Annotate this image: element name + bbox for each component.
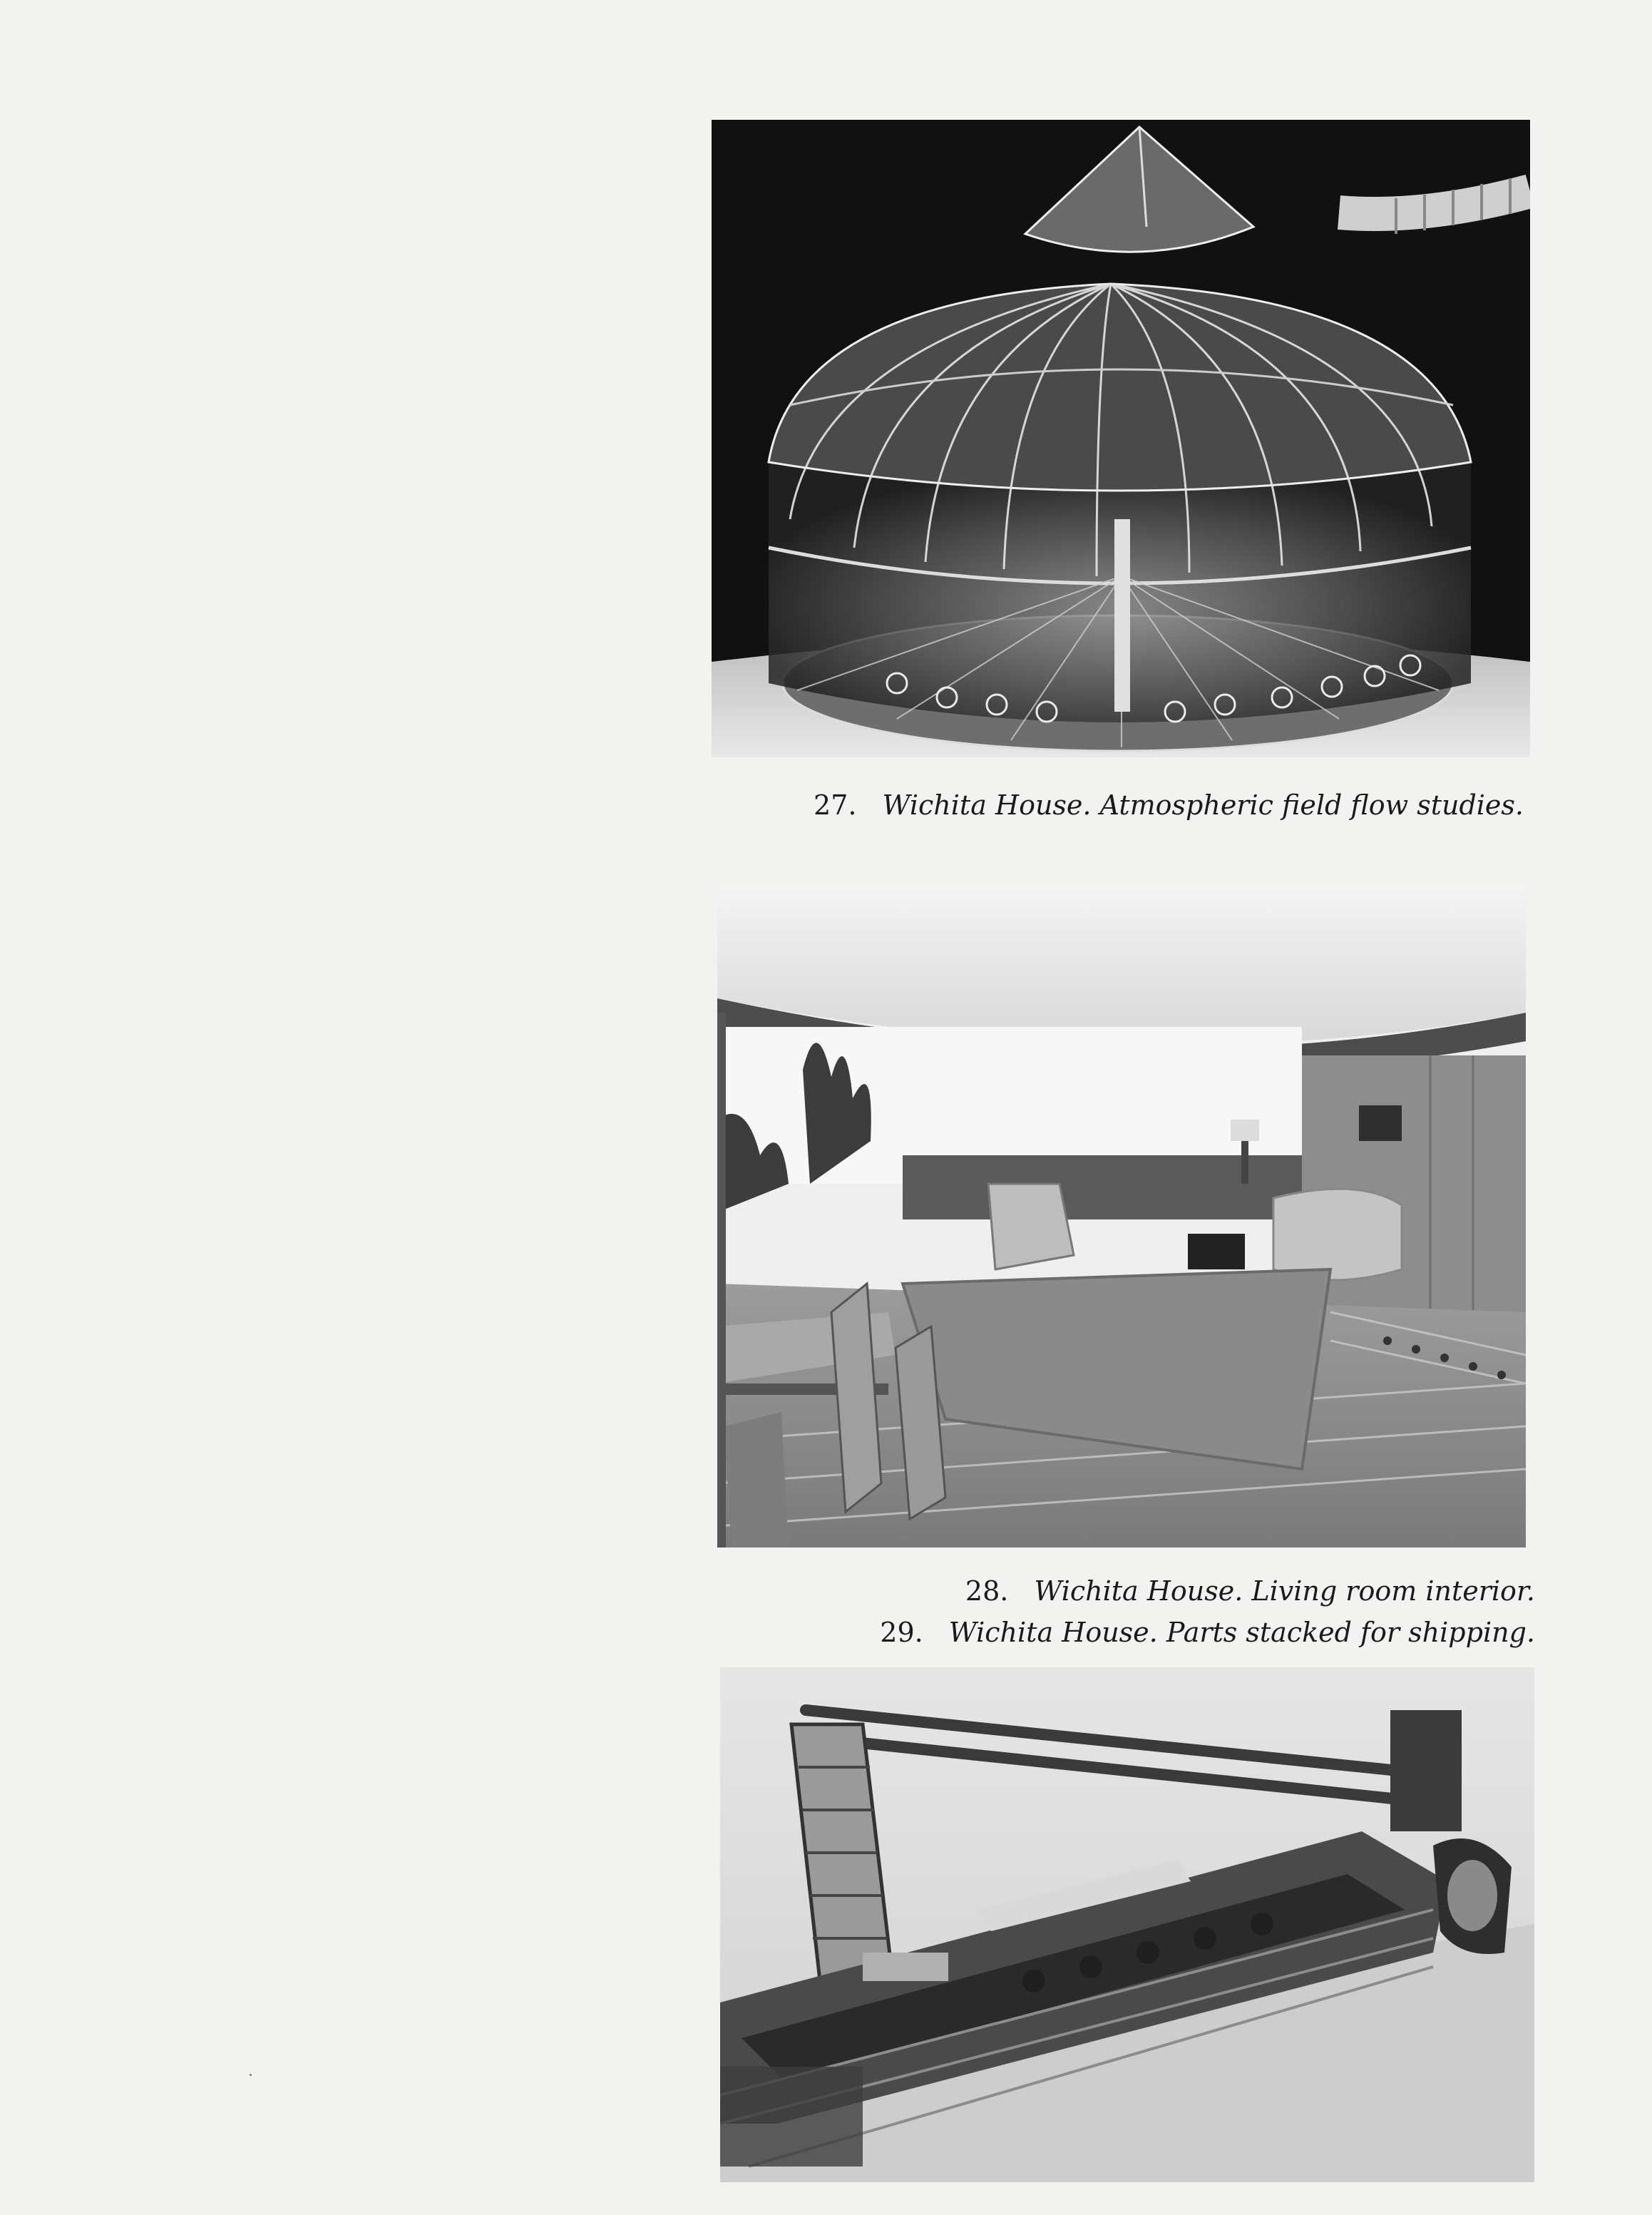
figure-27-number: 27. xyxy=(814,789,857,821)
figure-28-number: 28. xyxy=(965,1575,1009,1607)
figure-29-number: 29. xyxy=(880,1617,923,1648)
figure-29-caption xyxy=(880,1619,1535,1646)
figure-27-caption-text: Wichita House. Atmospheric field flow studies. xyxy=(882,789,1524,821)
figure-28-caption xyxy=(965,1577,1535,1605)
figure-27-caption xyxy=(814,789,1524,821)
figure-27-photo xyxy=(712,120,1530,757)
figure-28-caption-text: Wichita House. Living room interior. xyxy=(1034,1575,1535,1607)
figure-29-caption-text: Wichita House. Parts stacked for shipping. xyxy=(948,1617,1535,1648)
figure-28-photo xyxy=(717,884,1526,1548)
paper-speck xyxy=(250,2074,252,2076)
figure-29-photo xyxy=(720,1667,1534,2182)
